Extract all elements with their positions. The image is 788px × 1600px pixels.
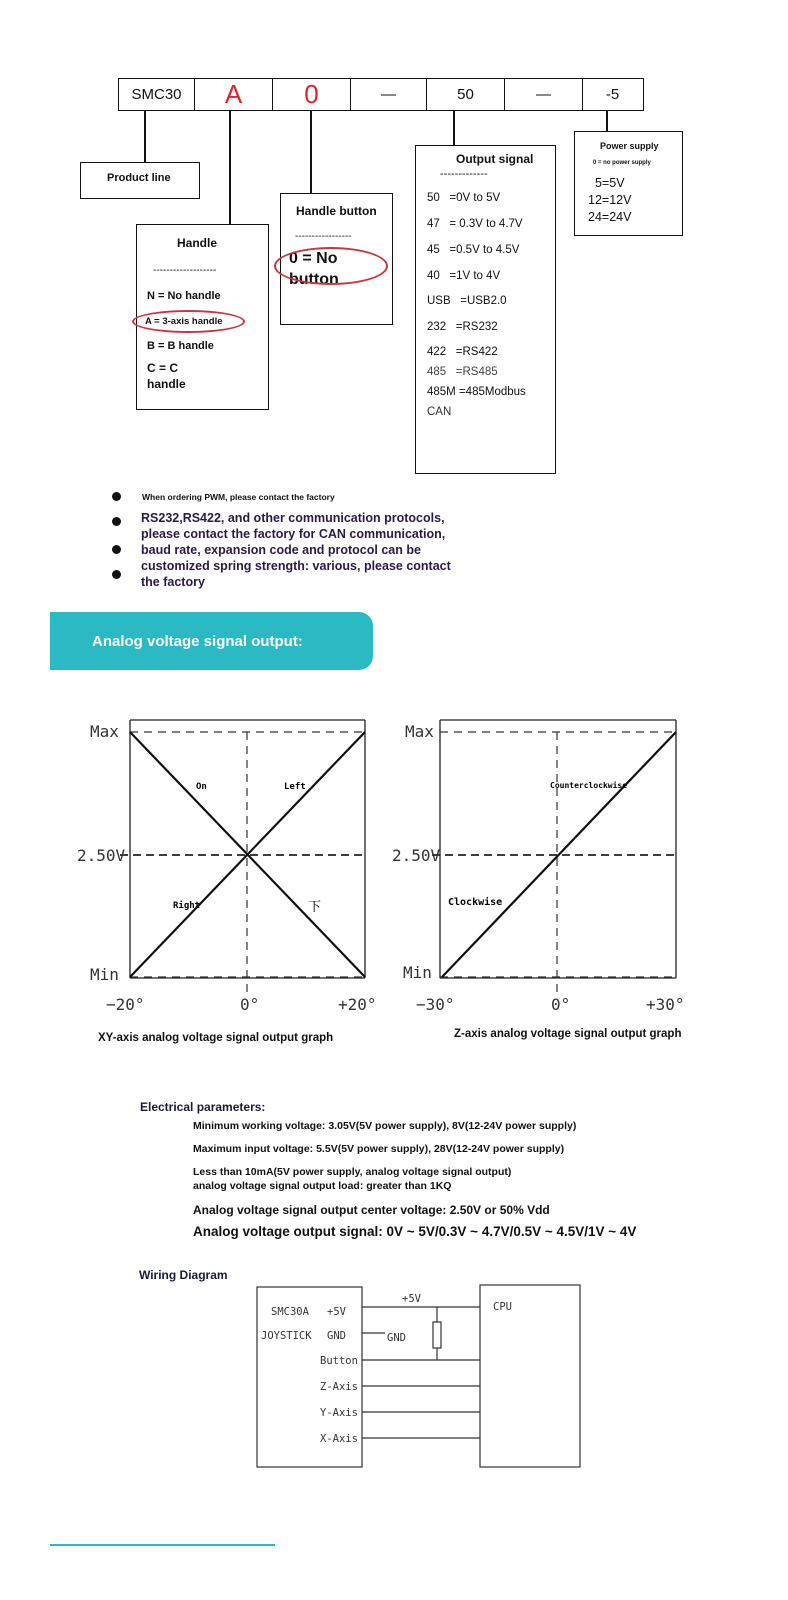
highlight-ellipse-handle <box>132 310 245 333</box>
output-row-can: CAN <box>427 406 452 418</box>
banner-label: Analog voltage signal output: <box>92 632 303 650</box>
power-option-12v: 12=12V <box>588 193 632 207</box>
pin-x-axis: X-Axis <box>320 1433 358 1445</box>
code-cell-dash-2: — <box>505 79 583 110</box>
param-max-voltage: Maximum input voltage: 5.5V(5V power supply), 28V(12-24V power supply) <box>193 1143 565 1155</box>
param-center-voltage: Analog voltage signal output center voltage: 2.50V or 50% Vdd <box>193 1203 550 1217</box>
pin-gnd: GND <box>327 1330 346 1342</box>
z-chart-caption: Z-axis analog voltage signal output graph <box>454 1028 682 1040</box>
output-row-40: 40 =1V to 4V <box>427 270 501 282</box>
param-current: Less than 10mA(5V power supply, analog voltage signal output) <box>193 1166 512 1178</box>
bullet-4 <box>112 570 121 579</box>
note-comm-line-5: the factory <box>141 575 205 589</box>
xy-label-on: On <box>196 782 207 792</box>
device-label-line1: SMC30A <box>271 1306 309 1318</box>
output-row-485m: 485M =485Modbus <box>427 386 526 398</box>
code-cell-button: 0 <box>273 79 351 110</box>
handle-divider: ------------------- <box>153 265 217 276</box>
electrical-heading: Electrical parameters: <box>140 1100 266 1114</box>
output-signal-title: Output signal <box>456 152 534 166</box>
output-row-47: 47 = 0.3V to 4.7V <box>427 218 523 230</box>
output-row-usb: USB =USB2.0 <box>427 295 507 307</box>
xy-label-left: Left <box>284 782 306 792</box>
output-row-232: 232 =RS232 <box>427 321 498 333</box>
bullet-1 <box>112 492 121 501</box>
xy-chart-caption: XY-axis analog voltage signal output graph <box>98 1032 334 1044</box>
wiring-heading: Wiring Diagram <box>139 1268 228 1282</box>
z-ytick-min: Min <box>403 963 432 982</box>
device-label-line2: JOYSTICK <box>261 1330 312 1342</box>
handle-option-c-cont: handle <box>147 377 186 391</box>
power-option-24v: 24=24V <box>588 210 632 224</box>
xy-label-right: Right <box>173 901 201 911</box>
pin-y-axis: Y-Axis <box>320 1407 358 1419</box>
output-row-45: 45 =0.5V to 4.5V <box>427 244 520 256</box>
z-label-counterclockwise: Counterclockwise <box>550 781 628 790</box>
power-supply-note: 0 = no power supply <box>593 160 651 166</box>
param-load: analog voltage signal output load: greater than 1KQ <box>193 1180 452 1192</box>
code-cell-series: SMC30 <box>119 79 195 110</box>
bullet-3 <box>112 545 121 554</box>
output-row-485: 485 =RS485 <box>427 366 498 378</box>
power-supply-title: Power supply <box>600 141 659 151</box>
z-chart-frame <box>440 720 676 978</box>
highlight-ellipse-button <box>274 247 388 285</box>
xy-ytick-max: Max <box>90 722 119 741</box>
z-xtick-zero: 0° <box>551 995 571 1014</box>
output-signal-divider: ------------- <box>440 168 488 180</box>
xy-xtick-right: +20° <box>338 995 377 1014</box>
note-comm-line-3: baud rate, expansion code and protocol can be <box>141 543 421 557</box>
z-label-clockwise: Clockwise <box>448 897 503 908</box>
product-line-title: Product line <box>107 172 171 184</box>
handle-button-option-0-cont: button <box>289 271 339 288</box>
handle-button-divider: ----------------- <box>295 231 352 242</box>
handle-button-option-0: 0 = No <box>289 250 338 267</box>
z-axis-chart <box>380 712 690 1024</box>
code-cell-handle: A <box>195 79 273 110</box>
pin-z-axis: Z-Axis <box>320 1381 358 1393</box>
handle-title: Handle <box>177 236 218 250</box>
z-ytick-max: Max <box>405 722 434 741</box>
param-min-voltage: Minimum working voltage: 3.05V(5V power supply), 8V(12-24V power supply) <box>193 1120 577 1132</box>
output-signal-box <box>415 145 556 474</box>
pullup-resistor <box>433 1322 441 1348</box>
output-row-422: 422 =RS422 <box>427 346 498 358</box>
code-cell-output: 50 <box>427 79 505 110</box>
section-banner-analog-output <box>50 612 373 670</box>
param-output-signal: Analog voltage output signal: 0V ~ 5V/0.3V ~ 4.7V/0.5V ~ 4.5V/1V ~ 4V <box>193 1224 637 1239</box>
note-comm-line-4: customized spring strength: various, please contact <box>141 559 451 573</box>
cpu-label: CPU <box>493 1301 512 1313</box>
xy-label-down: 下 <box>308 900 322 915</box>
xy-axis-chart <box>70 712 380 1024</box>
connector-output-signal <box>453 111 455 146</box>
bottom-accent-line <box>50 1544 275 1546</box>
handle-option-a: A = 3-axis handle <box>145 316 223 327</box>
power-option-5v: 5=5V <box>595 176 625 190</box>
wiring-diagram <box>250 1282 585 1472</box>
gnd-label: GND <box>387 1332 406 1344</box>
handle-option-b: B = B handle <box>147 340 214 352</box>
connector-power-supply <box>606 111 608 132</box>
code-cell-dash-1: — <box>351 79 427 110</box>
handle-option-c: C = C <box>147 361 179 375</box>
connector-product-line <box>144 111 146 163</box>
model-code-row <box>118 78 644 111</box>
xy-ytick-min: Min <box>90 965 119 984</box>
connector-handle <box>229 111 231 225</box>
z-ytick-mid: 2.50V <box>392 846 441 865</box>
pin-5v: +5V <box>327 1306 346 1318</box>
pin-button: Button <box>320 1355 358 1367</box>
handle-button-title: Handle button <box>296 204 377 218</box>
note-pwm: When ordering PWM, please contact the factory <box>142 492 335 502</box>
note-comm-line-1: RS232,RS422, and other communication protocols, <box>141 511 445 525</box>
output-row-50: 50 =0V to 5V <box>427 192 501 204</box>
code-cell-power: -5 <box>605 86 620 103</box>
z-xtick-right: +30° <box>646 995 685 1014</box>
power-supply-box <box>574 131 683 236</box>
supply-label: +5V <box>402 1293 421 1305</box>
handle-option-n: N = No handle <box>147 290 221 302</box>
z-xtick-left: −30° <box>416 995 455 1014</box>
xy-ytick-mid: 2.50V <box>77 846 126 865</box>
bullet-2 <box>112 517 121 526</box>
xy-xtick-left: −20° <box>106 995 145 1014</box>
connector-handle-button <box>310 111 312 194</box>
note-comm-line-2: please contact the factory for CAN communication, <box>141 527 446 541</box>
xy-xtick-zero: 0° <box>240 995 260 1014</box>
product-line-box <box>80 162 200 199</box>
